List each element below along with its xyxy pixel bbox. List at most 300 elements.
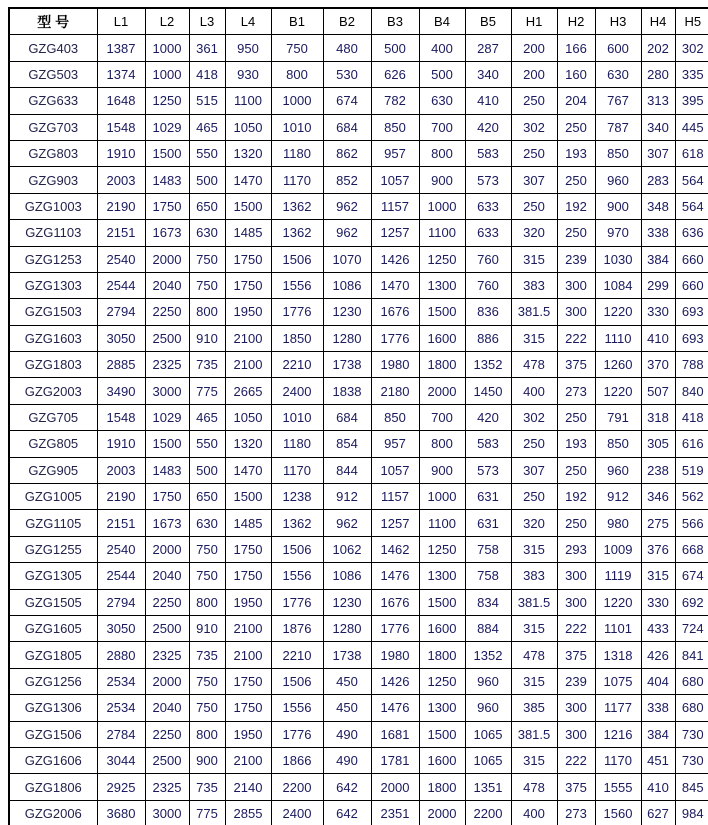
value-cell: 300 <box>557 589 595 615</box>
value-cell: 627 <box>641 800 675 825</box>
value-cell: 2784 <box>97 721 145 747</box>
table-row <box>9 220 708 246</box>
value-cell: 515 <box>189 88 225 114</box>
value-cell: 400 <box>419 35 465 61</box>
column-header-l3: L3 <box>189 8 225 35</box>
value-cell: 340 <box>465 61 511 87</box>
value-cell: 1600 <box>419 325 465 351</box>
value-cell: 2100 <box>225 325 271 351</box>
value-cell: 650 <box>189 193 225 219</box>
value-cell: 1800 <box>419 642 465 668</box>
value-cell: 478 <box>511 774 557 800</box>
table-row <box>9 800 708 825</box>
value-cell: 420 <box>465 404 511 430</box>
value-cell: 2003 <box>97 457 145 483</box>
value-cell: 1555 <box>595 774 641 800</box>
value-cell: 960 <box>465 668 511 694</box>
value-cell: 1850 <box>271 325 323 351</box>
model-cell: GZG1253 <box>9 246 97 272</box>
model-cell: GZG1803 <box>9 352 97 378</box>
value-cell: 433 <box>641 615 675 641</box>
column-header-h5: H5 <box>675 8 708 35</box>
value-cell: 692 <box>675 589 708 615</box>
value-cell: 222 <box>557 325 595 351</box>
value-cell: 2190 <box>97 193 145 219</box>
value-cell: 530 <box>323 61 371 87</box>
value-cell: 2180 <box>371 378 419 404</box>
value-cell: 1084 <box>595 272 641 298</box>
value-cell: 315 <box>511 325 557 351</box>
value-cell: 1426 <box>371 246 419 272</box>
value-cell: 1320 <box>225 431 271 457</box>
value-cell: 750 <box>189 246 225 272</box>
value-cell: 1483 <box>145 457 189 483</box>
value-cell: 900 <box>419 167 465 193</box>
value-cell: 564 <box>675 167 708 193</box>
value-cell: 2000 <box>145 536 189 562</box>
value-cell: 383 <box>511 563 557 589</box>
value-cell: 1500 <box>145 140 189 166</box>
value-cell: 275 <box>641 510 675 536</box>
value-cell: 910 <box>189 615 225 641</box>
model-cell: GZG2003 <box>9 378 97 404</box>
value-cell: 1750 <box>225 695 271 721</box>
value-cell: 834 <box>465 589 511 615</box>
value-cell: 1676 <box>371 589 419 615</box>
value-cell: 900 <box>595 193 641 219</box>
value-cell: 1600 <box>419 747 465 773</box>
value-cell: 2250 <box>145 721 189 747</box>
value-cell: 320 <box>511 510 557 536</box>
value-cell: 1362 <box>271 193 323 219</box>
value-cell: 1980 <box>371 352 419 378</box>
model-cell: GZG1505 <box>9 589 97 615</box>
value-cell: 1050 <box>225 404 271 430</box>
value-cell: 1170 <box>271 457 323 483</box>
value-cell: 1030 <box>595 246 641 272</box>
value-cell: 1470 <box>371 272 419 298</box>
value-cell: 204 <box>557 88 595 114</box>
value-cell: 375 <box>557 352 595 378</box>
value-cell: 1600 <box>419 615 465 641</box>
value-cell: 273 <box>557 378 595 404</box>
value-cell: 3050 <box>97 615 145 641</box>
value-cell: 361 <box>189 35 225 61</box>
value-cell: 2100 <box>225 352 271 378</box>
value-cell: 1910 <box>97 431 145 457</box>
value-cell: 1800 <box>419 352 465 378</box>
model-cell: GZG805 <box>9 431 97 457</box>
value-cell: 1000 <box>145 35 189 61</box>
value-cell: 2540 <box>97 536 145 562</box>
value-cell: 1750 <box>225 668 271 694</box>
model-cell: GZG633 <box>9 88 97 114</box>
value-cell: 1750 <box>145 193 189 219</box>
table-row <box>9 246 708 272</box>
value-cell: 980 <box>595 510 641 536</box>
model-cell: GZG1805 <box>9 642 97 668</box>
table-row <box>9 695 708 721</box>
table-row <box>9 404 708 430</box>
value-cell: 800 <box>271 61 323 87</box>
value-cell: 2544 <box>97 563 145 589</box>
value-cell: 450 <box>323 695 371 721</box>
value-cell: 787 <box>595 114 641 140</box>
value-cell: 222 <box>557 747 595 773</box>
value-cell: 1476 <box>371 695 419 721</box>
value-cell: 660 <box>675 246 708 272</box>
value-cell: 2794 <box>97 299 145 325</box>
value-cell: 1950 <box>225 299 271 325</box>
value-cell: 2325 <box>145 352 189 378</box>
value-cell: 2534 <box>97 668 145 694</box>
value-cell: 684 <box>323 114 371 140</box>
value-cell: 239 <box>557 668 595 694</box>
value-cell: 273 <box>557 800 595 825</box>
value-cell: 348 <box>641 193 675 219</box>
value-cell: 1260 <box>595 352 641 378</box>
value-cell: 315 <box>511 246 557 272</box>
value-cell: 1250 <box>419 668 465 694</box>
value-cell: 2325 <box>145 642 189 668</box>
value-cell: 200 <box>511 35 557 61</box>
column-header-h3: H3 <box>595 8 641 35</box>
value-cell: 1220 <box>595 299 641 325</box>
table-row <box>9 325 708 351</box>
value-cell: 1750 <box>145 484 189 510</box>
value-cell: 1009 <box>595 536 641 562</box>
value-cell: 250 <box>511 484 557 510</box>
column-header-l1: L1 <box>97 8 145 35</box>
value-cell: 1101 <box>595 615 641 641</box>
model-cell: GZG1003 <box>9 193 97 219</box>
model-cell: GZG2006 <box>9 800 97 825</box>
value-cell: 250 <box>557 404 595 430</box>
value-cell: 250 <box>511 88 557 114</box>
value-cell: 1157 <box>371 484 419 510</box>
column-header-h4: H4 <box>641 8 675 35</box>
value-cell: 2544 <box>97 272 145 298</box>
value-cell: 2880 <box>97 642 145 668</box>
value-cell: 1065 <box>465 747 511 773</box>
table-row <box>9 378 708 404</box>
value-cell: 1781 <box>371 747 419 773</box>
value-cell: 2534 <box>97 695 145 721</box>
column-header-h1: H1 <box>511 8 557 35</box>
value-cell: 583 <box>465 140 511 166</box>
table-row <box>9 642 708 668</box>
column-header-h2: H2 <box>557 8 595 35</box>
value-cell: 1506 <box>271 668 323 694</box>
value-cell: 1180 <box>271 140 323 166</box>
value-cell: 660 <box>675 272 708 298</box>
value-cell: 750 <box>189 563 225 589</box>
value-cell: 760 <box>465 246 511 272</box>
value-cell: 2140 <box>225 774 271 800</box>
model-cell: GZG1806 <box>9 774 97 800</box>
value-cell: 1876 <box>271 615 323 641</box>
value-cell: 1485 <box>225 510 271 536</box>
value-cell: 330 <box>641 299 675 325</box>
value-cell: 618 <box>675 140 708 166</box>
model-spec-table <box>8 7 708 825</box>
value-cell: 630 <box>595 61 641 87</box>
value-cell: 2210 <box>271 642 323 668</box>
value-cell: 193 <box>557 431 595 457</box>
value-cell: 250 <box>557 114 595 140</box>
table-row <box>9 721 708 747</box>
value-cell: 1250 <box>419 246 465 272</box>
value-cell: 370 <box>641 352 675 378</box>
value-cell: 2151 <box>97 510 145 536</box>
model-cell: GZG1306 <box>9 695 97 721</box>
value-cell: 384 <box>641 721 675 747</box>
value-cell: 2210 <box>271 352 323 378</box>
value-cell: 630 <box>419 88 465 114</box>
value-cell: 1485 <box>225 220 271 246</box>
table-row <box>9 747 708 773</box>
column-header-b2: B2 <box>323 8 371 35</box>
table-row <box>9 140 708 166</box>
value-cell: 3050 <box>97 325 145 351</box>
value-cell: 222 <box>557 615 595 641</box>
table-row <box>9 589 708 615</box>
value-cell: 782 <box>371 88 419 114</box>
value-cell: 500 <box>419 61 465 87</box>
value-cell: 300 <box>557 299 595 325</box>
value-cell: 767 <box>595 88 641 114</box>
value-cell: 668 <box>675 536 708 562</box>
value-cell: 886 <box>465 325 511 351</box>
table-row <box>9 536 708 562</box>
value-cell: 760 <box>465 272 511 298</box>
value-cell: 426 <box>641 642 675 668</box>
value-cell: 1300 <box>419 695 465 721</box>
value-cell: 1950 <box>225 721 271 747</box>
value-cell: 1506 <box>271 536 323 562</box>
value-cell: 1866 <box>271 747 323 773</box>
value-cell: 900 <box>419 457 465 483</box>
table-row <box>9 774 708 800</box>
value-cell: 307 <box>641 140 675 166</box>
value-cell: 1387 <box>97 35 145 61</box>
model-cell: GZG1506 <box>9 721 97 747</box>
value-cell: 315 <box>641 563 675 589</box>
value-cell: 2250 <box>145 299 189 325</box>
value-cell: 1257 <box>371 510 419 536</box>
value-cell: 750 <box>189 272 225 298</box>
value-cell: 684 <box>323 404 371 430</box>
value-cell: 445 <box>675 114 708 140</box>
value-cell: 2100 <box>225 615 271 641</box>
value-cell: 2000 <box>371 774 419 800</box>
value-cell: 674 <box>675 563 708 589</box>
value-cell: 850 <box>371 404 419 430</box>
value-cell: 957 <box>371 431 419 457</box>
value-cell: 800 <box>189 299 225 325</box>
value-cell: 302 <box>511 114 557 140</box>
model-cell: GZG1606 <box>9 747 97 773</box>
value-cell: 912 <box>323 484 371 510</box>
value-cell: 852 <box>323 167 371 193</box>
value-cell: 750 <box>189 536 225 562</box>
value-cell: 192 <box>557 193 595 219</box>
value-cell: 1351 <box>465 774 511 800</box>
value-cell: 1776 <box>271 299 323 325</box>
value-cell: 1462 <box>371 536 419 562</box>
value-cell: 630 <box>189 510 225 536</box>
value-cell: 2400 <box>271 378 323 404</box>
value-cell: 315 <box>511 536 557 562</box>
value-cell: 1057 <box>371 167 419 193</box>
value-cell: 2000 <box>145 668 189 694</box>
value-cell: 250 <box>511 140 557 166</box>
value-cell: 1556 <box>271 272 323 298</box>
value-cell: 1681 <box>371 721 419 747</box>
value-cell: 642 <box>323 800 371 825</box>
value-cell: 490 <box>323 747 371 773</box>
table-row <box>9 615 708 641</box>
model-cell: GZG1105 <box>9 510 97 536</box>
value-cell: 2925 <box>97 774 145 800</box>
value-cell: 1556 <box>271 563 323 589</box>
value-cell: 193 <box>557 140 595 166</box>
value-cell: 1352 <box>465 642 511 668</box>
value-cell: 2100 <box>225 747 271 773</box>
value-cell: 1065 <box>465 721 511 747</box>
model-column-header: 型 号 <box>9 8 97 35</box>
value-cell: 250 <box>557 510 595 536</box>
value-cell: 305 <box>641 431 675 457</box>
table-row <box>9 352 708 378</box>
model-cell: GZG1303 <box>9 272 97 298</box>
value-cell: 1838 <box>323 378 371 404</box>
value-cell: 1280 <box>323 615 371 641</box>
value-cell: 583 <box>465 431 511 457</box>
value-cell: 850 <box>595 140 641 166</box>
value-cell: 735 <box>189 774 225 800</box>
value-cell: 2540 <box>97 246 145 272</box>
value-cell: 420 <box>465 114 511 140</box>
value-cell: 280 <box>641 61 675 87</box>
value-cell: 2250 <box>145 589 189 615</box>
value-cell: 3490 <box>97 378 145 404</box>
value-cell: 1750 <box>225 536 271 562</box>
value-cell: 1738 <box>323 642 371 668</box>
value-cell: 330 <box>641 589 675 615</box>
value-cell: 1470 <box>225 167 271 193</box>
model-cell: GZG1103 <box>9 220 97 246</box>
table-row <box>9 457 708 483</box>
table-row <box>9 563 708 589</box>
table-row <box>9 431 708 457</box>
value-cell: 1220 <box>595 589 641 615</box>
model-cell: GZG503 <box>9 61 97 87</box>
value-cell: 283 <box>641 167 675 193</box>
value-cell: 1548 <box>97 114 145 140</box>
value-cell: 1177 <box>595 695 641 721</box>
model-cell: GZG1603 <box>9 325 97 351</box>
value-cell: 2500 <box>145 615 189 641</box>
value-cell: 600 <box>595 35 641 61</box>
value-cell: 318 <box>641 404 675 430</box>
value-cell: 250 <box>557 167 595 193</box>
value-cell: 735 <box>189 642 225 668</box>
value-cell: 1776 <box>271 721 323 747</box>
value-cell: 550 <box>189 140 225 166</box>
value-cell: 1483 <box>145 167 189 193</box>
value-cell: 2351 <box>371 800 419 825</box>
value-cell: 573 <box>465 167 511 193</box>
value-cell: 307 <box>511 167 557 193</box>
column-header-l2: L2 <box>145 8 189 35</box>
value-cell: 1220 <box>595 378 641 404</box>
model-cell: GZG1256 <box>9 668 97 694</box>
value-cell: 854 <box>323 431 371 457</box>
value-cell: 1216 <box>595 721 641 747</box>
value-cell: 633 <box>465 193 511 219</box>
value-cell: 1000 <box>145 61 189 87</box>
value-cell: 850 <box>371 114 419 140</box>
value-cell: 1075 <box>595 668 641 694</box>
value-cell: 192 <box>557 484 595 510</box>
value-cell: 313 <box>641 88 675 114</box>
value-cell: 758 <box>465 563 511 589</box>
value-cell: 1170 <box>595 747 641 773</box>
value-cell: 626 <box>371 61 419 87</box>
column-header-b1: B1 <box>271 8 323 35</box>
value-cell: 2885 <box>97 352 145 378</box>
value-cell: 562 <box>675 484 708 510</box>
value-cell: 320 <box>511 220 557 246</box>
value-cell: 2000 <box>145 246 189 272</box>
value-cell: 758 <box>465 536 511 562</box>
value-cell: 1170 <box>271 167 323 193</box>
value-cell: 2040 <box>145 563 189 589</box>
value-cell: 2200 <box>271 774 323 800</box>
value-cell: 1673 <box>145 220 189 246</box>
value-cell: 1750 <box>225 563 271 589</box>
value-cell: 693 <box>675 299 708 325</box>
value-cell: 1050 <box>225 114 271 140</box>
value-cell: 385 <box>511 695 557 721</box>
value-cell: 884 <box>465 615 511 641</box>
value-cell: 960 <box>595 167 641 193</box>
value-cell: 631 <box>465 484 511 510</box>
value-cell: 1070 <box>323 246 371 272</box>
value-cell: 335 <box>675 61 708 87</box>
column-header-b4: B4 <box>419 8 465 35</box>
value-cell: 2040 <box>145 272 189 298</box>
value-cell: 2000 <box>419 800 465 825</box>
table-row <box>9 272 708 298</box>
value-cell: 480 <box>323 35 371 61</box>
value-cell: 1500 <box>225 193 271 219</box>
model-cell: GZG703 <box>9 114 97 140</box>
value-cell: 404 <box>641 668 675 694</box>
value-cell: 1280 <box>323 325 371 351</box>
value-cell: 383 <box>511 272 557 298</box>
table-row <box>9 668 708 694</box>
value-cell: 1776 <box>271 589 323 615</box>
value-cell: 573 <box>465 457 511 483</box>
value-cell: 478 <box>511 352 557 378</box>
value-cell: 400 <box>511 378 557 404</box>
value-cell: 1500 <box>225 484 271 510</box>
value-cell: 724 <box>675 615 708 641</box>
model-cell: GZG1255 <box>9 536 97 562</box>
value-cell: 957 <box>371 140 419 166</box>
